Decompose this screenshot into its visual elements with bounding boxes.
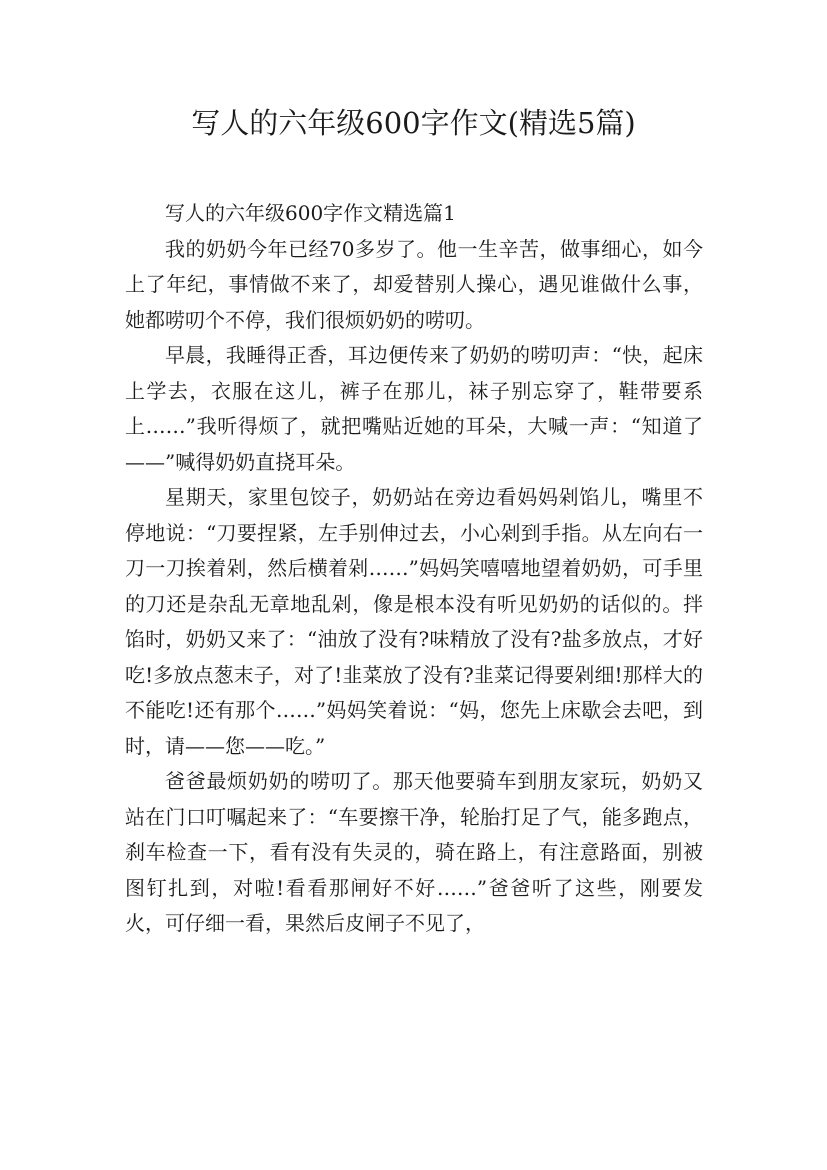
paragraph-3: 星期天，家里包饺子，奶奶站在旁边看妈妈剁馅儿，嘴里不停地说：“刀要捏紧，左手别伸过去，小心剁到手指。从左向右一刀一刀挨着剁，然后横着剁……”妈妈笑嘻嘻地望着奶奶，可手里的刀还是杂乱无章地乱剁，像是根本没有听见奶奶的话似的。拌馅时，奶奶又来了：“油放了没有?味精放了没有?盐多放点，才好吃!多放点葱末子，对了!韭菜放了没有?韭菜记得要剁细!那样大的不能吃!还有那个……”妈妈笑着说：“妈，您先上床歇会去吧，到时，请——您——吃。” — [125, 485, 703, 758]
document-title: 写人的六年级600字作文(精选5篇) — [191, 106, 636, 140]
paragraph-2: 早晨，我睡得正香，耳边便传来了奶奶的唠叨声：“快，起床上学去，衣服在这儿，裤子在那儿，袜子别忘穿了，鞋带要系上……”我听得烦了，就把嘴贴近她的耳朵，大喊一声：“知道了——”喊得奶奶直挠耳朵。 — [125, 343, 703, 474]
section-heading: 写人的六年级600字作文精选篇1 — [165, 201, 456, 225]
document-body — [125, 196, 703, 942]
paragraph-1: 我的奶奶今年已经70多岁了。他一生辛苦，做事细心，如今上了年纪，事情做不来了，却爱替别人操心，遇见谁做什么事，她都唠叨个不停，我们很烦奶奶的唠叨。 — [125, 236, 703, 332]
paragraph-4: 爸爸最烦奶奶的唠叨了。那天他要骑车到朋友家玩，奶奶又站在门口叮嘱起来了：“车要擦干净，轮胎打足了气，能多跑点，刹车检查一下，看有没有失灵的，骑在路上，有注意路面，别被图钉扎到，对啦!看看那闸好不好……”爸爸听了这些，刚要发火，可仔细一看，果然后皮闸子不见了， — [125, 769, 703, 935]
